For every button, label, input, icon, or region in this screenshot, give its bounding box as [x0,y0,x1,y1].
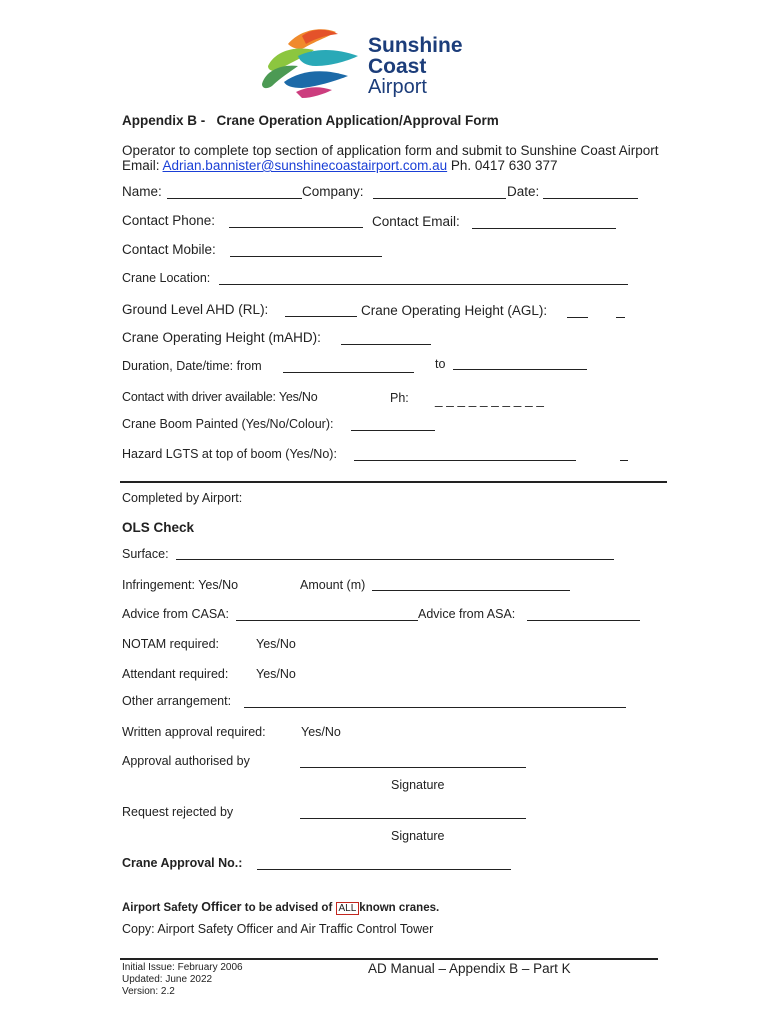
driver-ph-field[interactable]: _ _ _ _ _ _ _ _ _ _ [435,392,544,407]
driver-ph-label: Ph: [390,391,409,405]
footer-issue: Initial Issue: February 2006 [122,962,243,973]
date-field[interactable] [543,198,638,199]
ground-level-field[interactable] [285,316,357,317]
attendant-value[interactable]: Yes/No [256,667,296,681]
crane-approval-field[interactable] [257,869,511,870]
crane-height-agl-field-end [616,317,625,318]
name-field[interactable] [167,198,302,199]
section-divider [120,481,667,483]
surface-label: Surface: [122,547,169,561]
crane-height-agl-label: Crane Operating Height (AGL): [361,303,548,318]
ols-check-heading: OLS Check [122,520,195,535]
other-arrangement-label: Other arrangement: [122,694,232,708]
boom-painted-label: Crane Boom Painted (Yes/No/Colour): [122,417,334,431]
amount-field[interactable] [372,590,570,591]
crane-height-mahd-field[interactable] [341,344,431,345]
notice-suffix: known cranes. [359,902,440,914]
logo-mark-icon [258,26,362,102]
notice-prefix: Airport Safety [122,902,199,914]
boom-painted-field[interactable] [351,430,435,431]
crane-height-mahd-label: Crane Operating Height (mAHD): [122,330,321,345]
notice-officer: Officer [201,900,242,914]
title-prefix: Appendix B - [122,113,206,128]
amount-label: Amount (m) [300,578,366,592]
hazard-lgts-label: Hazard LGTS at top of boom (Yes/No): [122,447,337,461]
signature-label-2: Signature [391,829,445,843]
request-rejected-label: Request rejected by [122,805,234,819]
ground-level-label: Ground Level AHD (RL): [122,302,269,317]
name-label: Name: [122,184,162,199]
contact-email-field[interactable] [472,228,616,229]
company-label: Company: [302,184,364,199]
duration-to-label: to [435,357,446,371]
notice-all-box: ALL [336,902,360,915]
completed-by-label: Completed by Airport: [122,491,243,505]
advice-casa-field[interactable] [236,620,418,621]
request-rejected-field[interactable] [300,818,526,819]
contact-phone-field[interactable] [229,227,363,228]
other-arrangement-field[interactable] [244,707,626,708]
contact-email-label: Contact Email: [372,214,460,229]
advice-casa-label: Advice from CASA: [122,607,229,621]
driver-available-label: Contact with driver available: Yes/No [122,390,318,404]
duration-label: Duration, Date/time: from [122,359,262,373]
duration-from-field[interactable] [283,372,414,373]
notam-value[interactable]: Yes/No [256,637,296,651]
sunshine-coast-airport-logo [258,26,468,102]
approval-authorised-field[interactable] [300,767,526,768]
contact-phone-label: Contact Phone: [122,213,216,228]
surface-field[interactable] [176,559,614,560]
footer-divider [120,958,658,960]
crane-location-label: Crane Location: [122,271,211,285]
crane-location-field[interactable] [219,284,628,285]
hazard-lgts-field-end [620,460,628,461]
copy-line: Copy: Airport Safety Officer and Air Traffic Control Tower [122,922,434,936]
footer-version: Version: 2.2 [122,986,175,997]
logo-text-coast: Coast [368,55,427,78]
written-approval-label: Written approval required: [122,725,266,739]
logo-text-airport: Airport [368,76,427,98]
attendant-label: Attendant required: [122,667,229,681]
date-label: Date: [507,184,540,199]
contact-mobile-field[interactable] [230,256,382,257]
form-title [122,113,499,128]
approval-authorised-label: Approval authorised by [122,754,250,768]
contact-email-link[interactable]: Adrian.bannister@sunshinecoastairport.com.au [162,158,448,173]
crane-height-agl-field[interactable] [567,317,588,318]
intro-email-label: Email: [122,158,160,173]
safety-notice [122,900,439,914]
crane-approval-label: Crane Approval No.: [122,856,243,870]
company-field[interactable] [373,198,506,199]
title-text: Crane Operation Application/Approval Form [216,113,499,128]
footer-manual: AD Manual – Appendix B – Part K [368,961,571,976]
advice-asa-field[interactable] [527,620,640,621]
notam-label: NOTAM required: [122,637,220,651]
duration-to-field[interactable] [453,369,587,370]
advice-asa-label: Advice from ASA: [418,607,516,621]
infringement-label: Infringement: Yes/No [122,578,239,592]
footer-updated: Updated: June 2022 [122,974,213,985]
intro-line-1: Operator to complete top section of application form and submit to Sunshine Coast Airport [122,143,659,158]
written-approval-value[interactable]: Yes/No [301,725,341,739]
hazard-lgts-field[interactable] [354,460,576,461]
intro-line-2 [122,158,558,173]
notice-middle: to be advised of [244,902,333,914]
contact-mobile-label: Contact Mobile: [122,242,216,257]
intro-phone: Ph. 0417 630 377 [450,158,558,173]
logo-text-sunshine: Sunshine [368,34,463,57]
signature-label-1: Signature [391,778,445,792]
